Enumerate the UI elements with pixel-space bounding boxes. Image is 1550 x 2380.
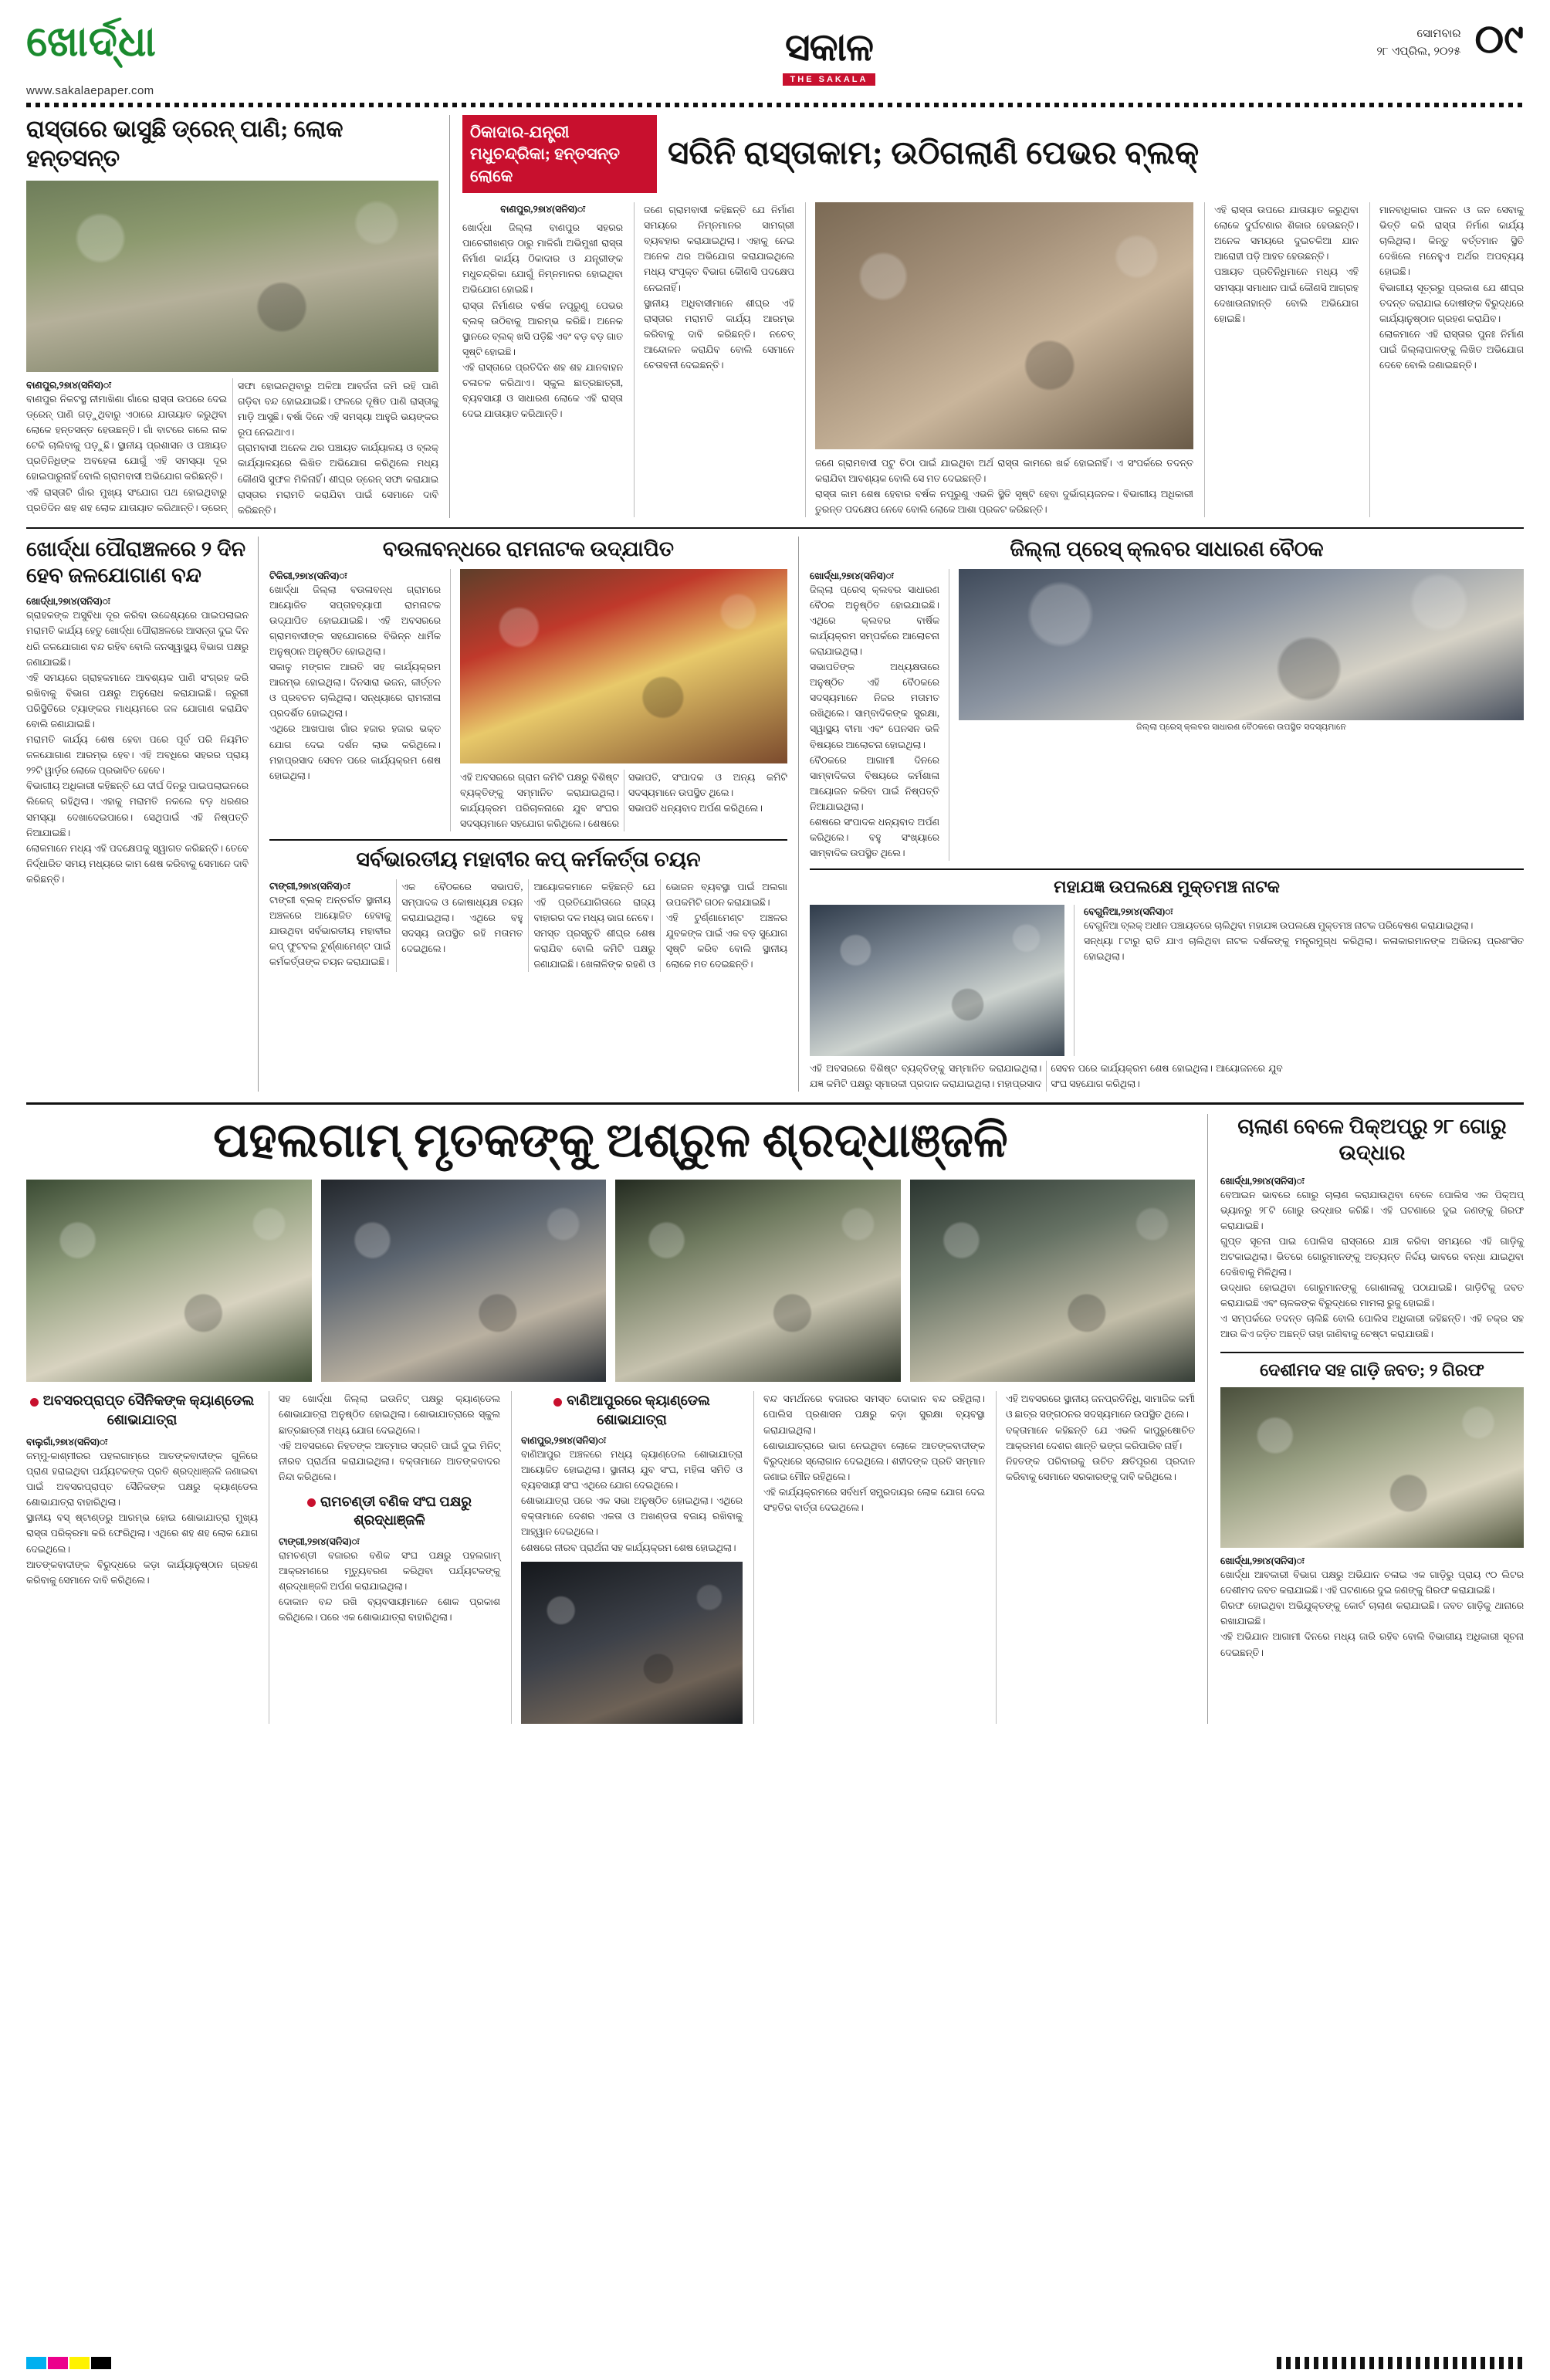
- edition-name: ଖୋର୍ଦ୍ଧା: [26, 19, 157, 65]
- para: ଲୋକମାନେ ଏହି ରାସ୍ତାର ପୁନଃ ନିର୍ମାଣ ପାଇଁ ଜିଲ୍ଲାପାଳଙ୍କୁ ଲିଖିତ ଅଭିଯୋଗ ଦେବେ ବୋଲି ଜଣାଇଛନ୍ତି।: [1379, 328, 1524, 371]
- headline-cattle-rescue: ଚାଲାଣ ବେଳେ ପିକ୍‌ଅପ୍‌ରୁ ୨୮ ଗୋରୁ ଉଦ୍ଧାର: [1237, 1115, 1507, 1164]
- paper-logo: ସକାଳ: [784, 25, 874, 69]
- page-number: ୦୯: [1474, 18, 1524, 62]
- para: ମହାପ୍ରସାଦ ସେବନ ପରେ କାର୍ଯ୍ୟକ୍ରମ ଶେଷ ହୋଇଥିଲା। ଆୟୋଜନରେ ଯୁବ ସଂଘ ସହଯୋଗ କରିଥିଲା।: [997, 1062, 1283, 1089]
- para: ଏହି ରାସ୍ତାରେ ପ୍ରତିଦିନ ଶହ ଶହ ଯାନବାହନ ଚଳାଚଳ କରିଥାଏ। ସ୍କୁଲ ଛାତ୍ରଛାତ୍ରୀ, ବ୍ୟବସାୟୀ ଓ ସାଧାରଣ ଲୋକେ ଏହି ରାସ୍ତା ଦେଇ ଯାତାୟାତ କରିଥାନ୍ତି।: [462, 361, 623, 420]
- byline-cattle-rescue: ଖୋର୍ଦ୍ଧା,୨୭ା୪(ସନିସ)ः: [1220, 1175, 1305, 1187]
- story-ram-natak: [258, 537, 798, 1092]
- para: ସନ୍ଧ୍ୟା ୮ଟାରୁ ରାତି ଯାଏ ଚାଲିଥିବା ନାଟକ ଦର୍ଶକଙ୍କୁ ମନ୍ତ୍ରମୁଗ୍ଧ କରିଥିଲା। କଳାକାରମାନଙ୍କ ଅଭିନୟ ପ୍ରଶଂସିତ ହୋଇଥିଲା।: [1084, 935, 1524, 963]
- masthead: [26, 20, 1524, 100]
- bullet-dot-icon: [30, 1398, 39, 1407]
- kicker-paver-block: ଠିକାଦାର-ଯନ୍ତ୍ରୀ ମଧୁଚନ୍ଦ୍ରିକା; ହନ୍ତସନ୍ତ ଲୋକେ: [462, 115, 657, 193]
- para: ଏହି ଅବସରରେ ସ୍ଥାନୀୟ ଜନପ୍ରତିନିଧି, ସାମାଜିକ କର୍ମୀ ଓ ଛାତ୍ର ସଙ୍ଗଠନର ସଦସ୍ୟମାନେ ଉପସ୍ଥିତ ଥିଲେ।: [1006, 1393, 1195, 1420]
- masthead-divider: [26, 103, 1524, 107]
- story-drain-water-body: [26, 378, 438, 518]
- para: ଏହି ଟୁର୍ଣ୍ଣାମେଣ୍ଟ ଅଞ୍ଚଳର ଯୁବକଙ୍କ ପାଇଁ ଏକ ବଡ଼ ସୁଯୋଗ ସୃଷ୍ଟି କରିବ ବୋଲି ସ୍ଥାନୀୟ ଲୋକେ ମତ ଦେଇଛନ୍ତି।: [665, 912, 787, 970]
- publication-date: [1376, 20, 1460, 61]
- para: ଲୋକମାନେ ମଧ୍ୟ ଏହି ପଦକ୍ଷେପକୁ ସ୍ୱାଗତ କରିଛନ୍ତି। ତେବେ ନିର୍ଦ୍ଧାରିତ ସମୟ ମଧ୍ୟରେ କାମ ଶେଷ କରିବାକୁ ସେମାନେ ଦାବି କରିଛନ୍ତି।: [26, 842, 249, 885]
- headline-mahabir-cup: ସର୍ବଭାରତୀୟ ମହାବୀର କପ୍ କର୍ମକର୍ତ୍ତା ଚୟନ: [356, 847, 701, 871]
- masthead-left: [26, 20, 389, 97]
- website-url[interactable]: www.sakalaepaper.com: [26, 83, 154, 97]
- para: ଶୋଭାଯାତ୍ରା ପରେ ଏକ ସଭା ଅନୁଷ୍ଠିତ ହୋଇଥିଲା। ଏଥିରେ ବକ୍ତାମାନେ ଦେଶର ଏକତା ଓ ଅଖଣ୍ଡତା ବଜାୟ ରଖିବାକୁ ଆହ୍ୱାନ ଦେଇଥିଲେ।: [521, 1495, 743, 1538]
- subhead-baniapur-rally: ବାଣିଆପୁରରେ କ୍ୟାଣ୍ଡେଲ ଶୋଭାଯାତ୍ରା: [521, 1391, 743, 1429]
- masthead-logo-block: [389, 20, 1269, 86]
- headline-pahalgam-tribute: ପହଲଗାମ୍ ମୃତକଙ୍କୁ ଅଶ୍ରୁଳ ଶ୍ରଦ୍ଧାଞ୍ଜଳି: [213, 1115, 1008, 1168]
- para: ମାନବାଧିକାର ପାଳନ ଓ ଜନ ସେବାକୁ ଭିତ୍ତି କରି ରାସ୍ତା ନିର୍ମାଣ କାର୍ଯ୍ୟ ଚାଲିଥିଲା। କିନ୍ତୁ ବର୍ତ୍ତମାନ ସ୍ଥିତି ଦେଖିଲେ ମନେହୁଏ ଅର୍ଥର ଅପବ୍ୟୟ ହୋଇଛି।: [1379, 205, 1524, 278]
- para: ଏହି ସମୟରେ ଗ୍ରାହକମାନେ ଆବଶ୍ୟକ ପାଣି ସଂଗ୍ରହ କରି ରଖିବାକୁ ବିଭାଗ ପକ୍ଷରୁ ଅନୁରୋଧ କରାଯାଇଛି। ଜରୁରୀ ପରିସ୍ଥିତିରେ ଟ୍ୟାଙ୍କର ମାଧ୍ୟମରେ ଜଳ ଯୋଗାଣ କରାଯିବ ବୋଲି ଜଣାଯାଇଛି।: [26, 672, 249, 730]
- para: ସମସ୍ତ ପ୍ରସ୍ତୁତି ଶୀଘ୍ର ଶେଷ କରାଯିବ ବୋଲି କମିଟି ପକ୍ଷରୁ ଜଣାଯାଇଛି। ଖେଳାଳିଙ୍କ ରହଣି ଓ ଭୋଜନ ବ୍ୟବସ୍ଥା ପାଇଁ ଅଲଗା ଉପକମିଟି ଗଠନ କରାଯାଇଛି।: [533, 881, 787, 970]
- para: ନିହତଙ୍କ ପରିବାରକୁ ଉଚିତ କ୍ଷତିପୂରଣ ପ୍ରଦାନ କରିବାକୁ ସେମାନେ ସରକାରଙ୍କୁ ଦାବି କରିଥିଲେ।: [1006, 1455, 1195, 1482]
- para: ବେଗୁନିଆ ବ୍ଲକ୍ ଅଧୀନ ପଞ୍ଚାୟତରେ ଚାଲିଥିବା ମହାଯଜ୍ଞ ଉପଲକ୍ଷେ ମୁକ୍ତମଞ୍ଚ ନାଟକ ପରିବେଷଣ କରାଯାଇଥିଲା।: [1084, 919, 1474, 931]
- protest-banner-photo-2: [321, 1180, 607, 1382]
- para: ଜମ୍ମୁ-କାଶ୍ମୀରର ପହଲଗାମ୍‌ରେ ଆତଙ୍କବାଦୀଙ୍କ ଗୁଳିରେ ପ୍ରାଣ ହରାଇଥିବା ପର୍ଯ୍ୟଟକଙ୍କ ପ୍ରତି ଶ୍ରଦ୍ଧାଞ୍ଜଳି ଜଣାଇବା ପାଇଁ ଅବସରପ୍ରାପ୍ତ ସୈନିକଙ୍କ ପକ୍ଷରୁ କ୍ୟାଣ୍ଡେଲ ଶୋଭାଯାତ୍ରା ବାହାରିଥିଲା।: [26, 1450, 258, 1508]
- para: ମରାମତି କାର୍ଯ୍ୟ ଶେଷ ହେବା ପରେ ପୂର୍ବ ପରି ନିୟମିତ ଜଳଯୋଗାଣ ଆରମ୍ଭ ହେବ। ଏହି ଅବଧିରେ ସହରର ପ୍ରାୟ ୨୨ଟି ୱାର୍ଡ଼ର ଲୋକେ ପ୍ରଭାବିତ ହେବେ।: [26, 734, 249, 777]
- subhead-ex-servicemen-rally: ଅବସରପ୍ରାପ୍ତ ସୈନିକଙ୍କ କ୍ୟାଣ୍ଡେଲ ଶୋଭାଯାତ୍ରା: [26, 1391, 258, 1429]
- para: ଗୁପ୍ତ ସୂଚନା ପାଇ ପୋଲିସ ରାସ୍ତାରେ ଯାଞ୍ଚ କରିବା ସମୟରେ ଏହି ଗାଡ଼ିକୁ ଅଟକାଇଥିଲା। ଭିତରେ ଗୋରୁମାନଙ୍କୁ ଅତ୍ୟନ୍ତ ନିର୍ଦ୍ଦୟ ଭାବରେ ବନ୍ଧା ଯାଇଥିବା ଦେଖିବାକୁ ମିଳିଥିଲା।: [1220, 1235, 1524, 1278]
- para: କାର୍ଯ୍ୟକ୍ରମ ପରିଚାଳନାରେ ଯୁବ ସଂଘର ସଦସ୍ୟମାନେ ସହଯୋଗ କରିଥିଲେ। ଶେଷରେ ସଭାପତି ଧନ୍ୟବାଦ ଅର୍ପଣ କରିଥିଲେ।: [460, 802, 763, 829]
- byline-ex-servicemen: ବାଲୁଗାଁ,୨୭ା୪(ସନିସ)ः: [26, 1436, 107, 1447]
- story-water-supply: [26, 537, 258, 1092]
- para: ରାସ୍ତା ନିର୍ମାଣର ବର୍ଷକ ନପୂରୁଣୁ ପେଭର ବ୍ଲକ୍ ଉଠିବାକୁ ଆରମ୍ଭ କରିଛି। ଅନେକ ସ୍ଥାନରେ ବ୍ଲକ୍ ଖସି ପଡ଼ିଛି ଏବଂ ବଡ଼ ବଡ଼ ଗାତ ସୃଷ୍ଟି ହୋଇଛି।: [462, 300, 623, 357]
- byline-ramachandi: ଟାଙ୍ଗୀ,୨୭ା୪(ସନିସ)ः: [279, 1535, 360, 1547]
- para: ଗ୍ରାହକଙ୍କ ଅସୁବିଧା ଦୂର କରିବା ଉଦ୍ଦେଶ୍ୟରେ ପାଇପଲାଇନ ମରାମତି କାର୍ଯ୍ୟ ହେତୁ ଖୋର୍ଦ୍ଧା ପୌରାଞ୍ଚଳରେ ଆସନ୍ତା ଦୁଇ ଦିନ ଧରି ଜଳଯୋଗାଣ ବନ୍ଦ ରହିବ ବୋଲି ଜନସ୍ୱାସ୍ଥ୍ୟ ବିଭାଗ ପକ୍ଷରୁ ଜଣାଯାଇଛି।: [26, 610, 249, 668]
- headline-water-supply: ଖୋର୍ଦ୍ଧା ପୌରାଞ୍ଚଳରେ ୨ ଦିନ ହେବ ଜଳଯୋଗାଣ ବନ୍ଦ: [26, 537, 246, 587]
- drain-water-road-photo: [26, 181, 438, 372]
- story-cattle-rescue: [1207, 1114, 1524, 1724]
- candle-night-rally-photo: [521, 1562, 743, 1724]
- press-club-meeting-group-photo: [959, 569, 1524, 720]
- para: ରାସ୍ତା କାମ ଶେଷ ହେବାର ବର୍ଷକ ନପୂରୁଣୁ ଏଭଳି ସ୍ଥିତି ସୃଷ୍ଟି ହେବା ଦୁର୍ଭାଗ୍ୟଜନକ। ବିଭାଗୀୟ ଅଧିକାରୀ ତୁରନ୍ତ ପଦକ୍ଷେପ ନେବେ ବୋଲି ଲୋକେ ଆଶା ପ୍ରକଟ କରିଛନ୍ତି।: [815, 489, 1193, 516]
- masthead-right: [1269, 20, 1524, 61]
- para: ଶେଷରେ ନୀରବ ପ୍ରାର୍ଥନା ସହ କାର୍ଯ୍ୟକ୍ରମ ଶେଷ ହୋଇଥିଲା।: [521, 1542, 736, 1553]
- para: ବନ୍ଦ ସମର୍ଥନରେ ବଜାରର ସମସ୍ତ ଦୋକାନ ବନ୍ଦ ରହିଥିଲା। ପୋଲିସ ପ୍ରଶାସନ ପକ୍ଷରୁ କଡ଼ା ସୁରକ୍ଷା ବ୍ୟବସ୍ଥା କରାଯାଇଥିଲା।: [763, 1393, 985, 1436]
- byline-water-supply: ଖୋର୍ଦ୍ଧା,୨୭ା୪(ସନିସ)ः: [26, 596, 110, 608]
- para: ବକ୍ତାମାନେ କହିଛନ୍ତି ଯେ ଏଭଳି କାପୁରୁଷୋଚିତ ଆକ୍ରମଣ ଦେଶର ଶାନ୍ତି ଭଙ୍ଗ କରିପାରିବ ନାହିଁ।: [1006, 1424, 1195, 1451]
- photo-caption: ଜିଲ୍ଲା ପ୍ରେସ୍ କ୍ଲବର ସାଧାରଣ ବୈଠକରେ ଉପସ୍ଥିତ ସଦସ୍ୟମାନେ: [1136, 722, 1346, 732]
- para: ଏଥିରେ ଆଖପାଖ ଗାଁର ହଜାର ହଜାର ଭକ୍ତ ଯୋଗ ଦେଇ ଦର୍ଶନ ଲାଭ କରିଥିଲେ। ମହାପ୍ରସାଦ ସେବନ ପରେ କାର୍ଯ୍ୟକ୍ରମ ଶେଷ ହୋଇଥିଲା।: [269, 723, 441, 781]
- headline-drain-water: ରାସ୍ତାରେ ଭାସୁଛି ଡ୍ରେନ୍ ପାଣି; ଲୋକ ହନ୍ତସନ୍ତ: [26, 117, 344, 171]
- middle-section: [26, 527, 1524, 1092]
- para: ଏହି କାର୍ଯ୍ୟକ୍ରମରେ ସର୍ବଧର୍ମ ସମ୍ପ୍ରଦାୟର ଲୋକ ଯୋଗ ଦେଇ ସଂହତିର ବାର୍ତ୍ତା ଦେଇଥିଲେ।: [763, 1486, 985, 1514]
- para: ଏକ ବୈଠକରେ ସଭାପତି, ସମ୍ପାଦକ ଓ କୋଷାଧ୍ୟକ୍ଷ ଚୟନ କରାଯାଇଥିଲା। ଏଥିରେ ବହୁ ସଦସ୍ୟ ଉପସ୍ଥିତ ରହି ମତାମତ ଦେଇଥିଲେ।: [401, 881, 523, 955]
- story-press-club: [798, 537, 1524, 1092]
- para: ବିଭାଗୀୟ ସୂତ୍ରରୁ ପ୍ରକାଶ ଯେ ଶୀଘ୍ର ତଦନ୍ତ କରାଯାଇ ଦୋଷୀଙ୍କ ବିରୁଦ୍ଧରେ କାର୍ଯ୍ୟାନୁଷ୍ଠାନ ଗ୍ରହଣ କରାଯିବ।: [1379, 282, 1524, 324]
- para: ଏ ସମ୍ପର୍କରେ ତଦନ୍ତ ଚାଲିଛି ବୋଲି ପୋଲିସ ଅଧିକାରୀ କହିଛନ୍ତି। ଏହି ଚକ୍ର ସହ ଆଉ କିଏ ଜଡ଼ିତ ଅଛନ୍ତି ତାହା ଜାଣିବାକୁ ଚେଷ୍ଟା କରାଯାଉଛି।: [1220, 1313, 1524, 1340]
- police-seizure-photo: [1220, 1387, 1524, 1548]
- para: ଖୋର୍ଦ୍ଧା ଜିଲ୍ଲା ବଉଳାବନ୍ଧ ଗ୍ରାମରେ ଆୟୋଜିତ ସପ୍ତାହବ୍ୟାପୀ ରାମନାଟକ ଉଦ୍‌ଯାପିତ ହୋଇଯାଇଛି। ଏହି ଅବସରରେ ଗ୍ରାମବାସୀଙ୍କ ସହଯୋଗରେ ବିଭିନ୍ନ ଧାର୍ମିକ ଅନୁଷ୍ଠାନ ଅନୁଷ୍ଠିତ ହୋଇଥିଲା।: [269, 584, 441, 657]
- weekday: ସୋମବାର: [1416, 27, 1461, 40]
- para: ସ୍ଥାନୀୟ ଅଧିବାସୀମାନେ ଶୀଘ୍ର ଏହି ରାସ୍ତାର ମରାମତି କାର୍ଯ୍ୟ ଆରମ୍ଭ କରିବାକୁ ଦାବି କରିଛନ୍ତି। ନଚେତ୍ ଆନ୍ଦୋଳନ କରାଯିବ ବୋଲି ସେମାନେ ଚେତାବନୀ ଦେଇଛନ୍ତି।: [644, 297, 794, 371]
- para: ଶେଷରେ ସଂପାଦକ ଧନ୍ୟବାଦ ଅର୍ପଣ କରିଥିଲେ। ବହୁ ସଂଖ୍ୟାରେ ସାମ୍ବାଦିକ ଉପସ୍ଥିତ ଥିଲେ।: [810, 817, 939, 859]
- date-text: ୨୮ ଏପ୍ରିଲ, ୨୦୨୫: [1376, 45, 1461, 59]
- para: ଏହି ଅବସରରେ ବିଶିଷ୍ଟ ବ୍ୟକ୍ତିଙ୍କୁ ସମ୍ମାନିତ କରାଯାଇଥିଲା। ଯଜ୍ଞ କମିଟି ପକ୍ଷରୁ ସ୍ମାରକୀ ପ୍ରଦାନ କରାଯାଇଥିଲା।: [810, 1062, 1042, 1089]
- para: ସଭାପତିଙ୍କ ଅଧ୍ୟକ୍ଷତାରେ ଅନୁଷ୍ଠିତ ଏହି ବୈଠକରେ ସଦସ୍ୟମାନେ ନିଜର ମତାମତ ରଖିଥିଲେ। ସାମ୍ବାଦିକଙ୍କ ସୁରକ୍ଷା, ସ୍ୱାସ୍ଥ୍ୟ ବୀମା ଏବଂ ପେନସନ ଭଳି ବିଷୟରେ ଆଲୋଚନା ହୋଇଥିଲା।: [810, 662, 939, 750]
- byline-baniapur: ବାଣପୁର,୨୭ା୪(ସନିସ)ः: [521, 1434, 606, 1446]
- para: ରାମଚଣ୍ଡୀ ବଜାରର ବଣିକ ସଂଘ ପକ୍ଷରୁ ପହଲଗାମ୍ ଆକ୍ରମଣରେ ମୃତ୍ୟୁବରଣ କରିଥିବା ପର୍ଯ୍ୟଟକଙ୍କୁ ଶ୍ରଦ୍ଧାଞ୍ଜଳି ଅର୍ପଣ କରାଯାଇଥିଲା।: [279, 1549, 500, 1592]
- para: ଖୋର୍ଦ୍ଧା ଜିଲ୍ଲା ବାଣପୁର ସହରର ପାଚେରୀଖଣ୍ଡ ଠାରୁ ମାଳିଗାଁ ଅଭିମୁଖୀ ରାସ୍ତା ନିର୍ମାଣ କାର୍ଯ୍ୟ ଠିକାଦାର ଓ ଯନ୍ତ୍ରୀଙ୍କ ମଧୁଚନ୍ଦ୍ରିକା ଯୋଗୁଁ ନିମ୍ନମାନର ହୋଇଥିବା ଅଭିଯୋଗ ହୋଇଛି।: [462, 222, 623, 296]
- para: ଉଦ୍ଧାର ହୋଇଥିବା ଗୋରୁମାନଙ୍କୁ ଗୋଶାଳାକୁ ପଠାଯାଇଛି। ଗାଡ଼ିଟିକୁ ଜବତ କରାଯାଇଛି ଏବଂ ଚାଳକଙ୍କ ବିରୁଦ୍ଧରେ ମାମଲା ରୁଜୁ ହୋଇଛି।: [1220, 1282, 1524, 1309]
- para: ଏହି ରାସ୍ତାଟି ଗାଁର ମୁଖ୍ୟ ସଂଯୋଗ ପଥ ହୋଇଥିବାରୁ ପ୍ରତିଦିନ ଶହ ଶହ ଲୋକ ଯାତାୟାତ କରିଥାନ୍ତି। ଡ୍ରେନ୍ ସଫା ହୋଇନଥିବାରୁ ଅଳିଆ ଆବର୍ଜନା ଜମି ରହି ପାଣି ଗଡ଼ିବା ବନ୍ଦ ହୋଇଯାଇଛି। ଫଳରେ ଦୂଷିତ ପାଣି ରାସ୍ତାକୁ ମାଡ଼ି ଆସୁଛି। ବର୍ଷା ଦିନେ ଏହି ସମସ୍ୟା ଆହୁରି ଭୟଙ୍କର ରୂପ ନେଇଥାଏ।: [26, 381, 438, 513]
- para: ସ୍ଥାନୀୟ ବସ୍ ଷ୍ଟାଣ୍ଡରୁ ଆରମ୍ଭ ହୋଇ ଶୋଭାଯାତ୍ରା ମୁଖ୍ୟ ରାସ୍ତା ପରିକ୍ରମା କରି ଫେରିଥିଲା। ଏଥିରେ ଶହ ଶହ ଲୋକ ଯୋଗ ଦେଇଥିଲେ।: [26, 1512, 258, 1555]
- bullet-dot-icon: [553, 1398, 562, 1407]
- para: ବାଣପୁର ନିକଟସ୍ଥ ନୀମାଖିଣା ଗାଁରେ ରାସ୍ତା ଉପରେ ଦେଇ ଡ୍ରେନ୍ ପାଣି ଗଡ଼ୁଥିବାରୁ ଏଠାରେ ଯାତାୟାତ କରୁଥିବା ଲୋକେ ହନ୍ତସନ୍ତ ହେଉଛନ୍ତି। ଗାଁ ବାଟରେ ଗଲେ ନାକ ଟେକି ଚାଲିବାକୁ ପଡ଼ୁଛି। ସ୍ଥାନୀୟ ପ୍ରଶାସନ ଓ ପଞ୍ଚାୟତ ପ୍ରତିନିଧିଙ୍କ ଅବହେଳା ଯୋଗୁଁ ଏହି ସମସ୍ୟା ଦୂର ହୋଇପାରୁନାହିଁ ବୋଲି ଗ୍ରାମବାସୀ ଅଭିଯୋଗ କରିଛନ୍ତି।: [26, 394, 227, 482]
- ram-natak-idols-photo: [460, 569, 787, 763]
- candle-rally-photo-1: [26, 1180, 312, 1382]
- cmyk-registration-marks: [26, 2357, 111, 2369]
- byline-paver-block: ବାଣପୁର,୨୭ା୪(ସନିସ)ः: [500, 204, 585, 215]
- byline-drain-water: ବାଣପୁର,୨୭ା୪(ସନିସ)ः: [26, 380, 111, 391]
- para: ଜିଲ୍ଲା ପ୍ରେସ୍ କ୍ଲବର ସାଧାରଣ ବୈଠକ ଅନୁଷ୍ଠିତ ହୋଇଯାଇଛି। ଏଥିରେ କ୍ଲବର ବାର୍ଷିକ କାର୍ଯ୍ୟକ୍ରମ ସମ୍ପର୍କରେ ଆଲୋଚନା କରାଯାଇଥିଲା।: [810, 584, 939, 657]
- para: ପଞ୍ଚାୟତ ପ୍ରତିନିଧିମାନେ ମଧ୍ୟ ଏହି ସମସ୍ୟା ସମାଧାନ ପାଇଁ କୌଣସି ଆଗ୍ରହ ଦେଖାଉନାହାନ୍ତି ବୋଲି ଅଭିଯୋଗ ହୋଇଛି।: [1214, 266, 1359, 324]
- broken-paver-block-road-photo: [815, 202, 1193, 449]
- para: ଜଣେ ଗ୍ରାମବାସୀ କହିଛନ୍ତି ଯେ ନିର୍ମାଣ ସମୟରେ ନିମ୍ନମାନର ସାମଗ୍ରୀ ବ୍ୟବହାର କରାଯାଇଥିଲା। ଏହାକୁ ନେଇ ଅନେକ ଥର ଅଭିଯୋଗ କରାଯାଇଥିଲେ ମଧ୍ୟ ସଂପୃକ୍ତ ବିଭାଗ କୌଣସି ପଦକ୍ଷେପ ନେଇନାହିଁ।: [644, 205, 794, 293]
- para: ଏହି ଅବସରରେ ନିହତଙ୍କ ଆତ୍ମାର ସଦ୍‌ଗତି ପାଇଁ ଦୁଇ ମିନିଟ୍ ନୀରବ ପ୍ରାର୍ଥନା କରାଯାଇଥିଲା। ବକ୍ତାମାନେ ଆତଙ୍କବାଦର ନିନ୍ଦା କରିଥିଲେ।: [279, 1440, 500, 1482]
- headline-paver-block: ସରିନି ରାସ୍ତାକାମ; ଉଠିଗଲାଣି ପେଭର ବ୍ଲକ୍: [668, 136, 1200, 172]
- para: ବିଭାଗୀୟ ଅଧିକାରୀ କହିଛନ୍ତି ଯେ ଦୀର୍ଘ ଦିନରୁ ପାଇପଲାଇନରେ ଲିକେଜ୍ ରହିଥିଲା। ଏହାକୁ ମରାମତି ନକଲେ ବଡ଼ ଧରଣର ସମସ୍ୟା ଦେଖାଦେଇପାରେ। ସେଥିପାଇଁ ଏହି ନିଷ୍ପତ୍ତି ନିଆଯାଇଛି।: [26, 780, 249, 838]
- subhead-ramachandi-traders: ରାମଚଣ୍ଡୀ ବଣିକ ସଂଘ ପକ୍ଷରୁ ଶ୍ରଦ୍ଧାଞ୍ଜଳି: [279, 1492, 500, 1530]
- bullet-dot-icon: [307, 1498, 316, 1507]
- headline-liquor-seizure: ଦେଶୀମଦ ସହ ଗାଡ଼ି ଜବତ; ୨ ଗିରଫ: [1260, 1359, 1484, 1380]
- candle-march-photo-4: [910, 1180, 1196, 1382]
- story-mahabir-cup-body: [269, 879, 787, 973]
- para: ବୈଠକରେ ଆଗାମୀ ଦିନରେ ସାମ୍ବାଦିକତା ବିଷୟରେ କର୍ମଶାଳା ଆୟୋଜନ କରିବା ପାଇଁ ନିଷ୍ପତ୍ତି ନିଆଯାଇଥିଲା।: [810, 754, 939, 812]
- para: ଦୋକାନ ବନ୍ଦ ରଖି ବ୍ୟବସାୟୀମାନେ ଶୋକ ପ୍ରକାଶ କରିଥିଲେ। ପରେ ଏକ ଶୋଭାଯାତ୍ରା ବାହାରିଥିଲା।: [279, 1596, 500, 1623]
- byline-mahajagya-natak: ବେଗୁନିଆ,୨୭ା୪(ସନିସ)ः: [1084, 906, 1173, 917]
- para: ଖୋର୍ଦ୍ଧା ଆବକାରୀ ବିଭାଗ ପକ୍ଷରୁ ଅଭିଯାନ ଚଳାଇ ଏକ ଗାଡ଼ିରୁ ପ୍ରାୟ ୯୦ ଲିଟର ଦେଶୀମଦ ଜବତ କରାଯାଇଛି। ଏହି ଘଟଣାରେ ଦୁଇ ଜଣଙ୍କୁ ଗିରଫ କରାଯାଇଛି।: [1220, 1569, 1524, 1596]
- top-section: [26, 115, 1524, 518]
- para: ଏହି ଅଭିଯାନ ଆଗାମୀ ଦିନରେ ମଧ୍ୟ ଜାରି ରହିବ ବୋଲି ବିଭାଗୀୟ ଅଧିକାରୀ ସୂଚନା ଦେଇଛନ୍ତି।: [1220, 1631, 1524, 1658]
- para: ଏହି ରାସ୍ତା ଉପରେ ଯାତାୟାତ କରୁଥିବା ଲୋକେ ଦୁର୍ଘଟଣାର ଶିକାର ହେଉଛନ୍ତି। ଅନେକ ସମୟରେ ଦୁଇଚକିଆ ଯାନ ଆରୋହୀ ପଡ଼ି ଆହତ ହେଉଛନ୍ତି।: [1214, 205, 1359, 262]
- para: ଆୟୋଜକମାନେ କହିଛନ୍ତି ଯେ ଏହି ପ୍ରତିଯୋଗିତାରେ ରାଜ୍ୟ ବାହାରର ଦଳ ମଧ୍ୟ ଭାଗ ନେବେ।: [533, 881, 655, 923]
- headline-ram-natak: ବଉଳାବନ୍ଧରେ ରାମନାଟକ ଉଦ୍‌ଯାପିତ: [382, 537, 675, 560]
- para: ଗ୍ରାମବାସୀ ଅନେକ ଥର ପଞ୍ଚାୟତ କାର୍ଯ୍ୟାଳୟ ଓ ବ୍ଲକ୍ କାର୍ଯ୍ୟାଳୟରେ ଲିଖିତ ଅଭିଯୋଗ କରିଥିଲେ ମଧ୍ୟ କୌଣସି ସୁଫଳ ମିଳିନାହିଁ। ଶୀଘ୍ର ଡ୍ରେନ୍ ସଫା କରାଯାଇ ରାସ୍ତାର ମରାମତି କରାଯିବା ପାଇଁ ସେମାନେ ଦାବି କରିଛନ୍ତି।: [238, 442, 438, 516]
- story-paver-block: [449, 115, 1524, 518]
- para: ବେଆଇନ ଭାବରେ ଗୋରୁ ଚାଲାଣ କରାଯାଉଥିବା ବେଳେ ପୋଲିସ ଏକ ପିକ୍‌ଅପ୍ ଭ୍ୟାନରୁ ୨୮ଟି ଗୋରୁ ଉଦ୍ଧାର କରିଛି। ଏହି ଘଟଣାରେ ଦୁଇ ଜଣଙ୍କୁ ଗିରଫ କରାଯାଇଛି।: [1220, 1189, 1524, 1231]
- para: ଏହି ଅବସରରେ ଗ୍ରାମ କମିଟି ପକ୍ଷରୁ ବିଶିଷ୍ଟ ବ୍ୟକ୍ତିଙ୍କୁ ସମ୍ମାନିତ କରାଯାଇଥିଲା। ସଭାପତି, ସଂପାଦକ ଓ ଅନ୍ୟ କମିଟି ସଦସ୍ୟମାନେ ଉପସ୍ଥିତ ଥିଲେ।: [460, 771, 787, 798]
- para: ସକାଳୁ ମଙ୍ଗଳ ଆରତି ସହ କାର୍ଯ୍ୟକ୍ରମ ଆରମ୍ଭ ହୋଇଥିଲା। ଦିନସାରା ଭଜନ, କୀର୍ତ୍ତନ ଓ ପ୍ରବଚନ ଚାଲିଥିଲା। ସନ୍ଧ୍ୟାରେ ରାମଲୀଳା ପ୍ରଦର୍ଶିତ ହୋଇଥିଲା।: [269, 662, 441, 719]
- para: ସହ ଖୋର୍ଦ୍ଧା ଜିଲ୍ଲା ଇଉନିଟ୍ ପକ୍ଷରୁ କ୍ୟାଣ୍ଡେଲ ଶୋଭାଯାତ୍ରା ଅନୁଷ୍ଠିତ ହୋଇଥିଲା। ଶୋଭାଯାତ୍ରାରେ ସ୍କୁଲ ଛାତ୍ରଛାତ୍ରୀ ମଧ୍ୟ ଯୋଗ ଦେଇଥିଲେ।: [279, 1393, 500, 1436]
- bottom-section: [26, 1102, 1524, 1724]
- byline-ram-natak: ଟିକିରୀ,୨୭ା୪(ସନିସ)ः: [269, 570, 347, 581]
- para: ଟାଙ୍ଗୀ ବ୍ଲକ୍ ଅନ୍ତର୍ଗତ ସ୍ଥାନୀୟ ଅଞ୍ଚଳରେ ଆୟୋଜିତ ହେବାକୁ ଯାଉଥିବା ସର୍ବଭାରତୀୟ ମହାବୀର କପ୍ ଫୁଟବଲ ଟୁର୍ଣ୍ଣାମେଣ୍ଟ ପାଇଁ କର୍ମକର୍ତ୍ତାଙ୍କ ଚୟନ କରାଯାଇଛି।: [269, 894, 391, 968]
- para: ଆତଙ୍କବାଦୀଙ୍କ ବିରୁଦ୍ଧରେ କଡ଼ା କାର୍ଯ୍ୟାନୁଷ୍ଠାନ ଗ୍ରହଣ କରିବାକୁ ସେମାନେ ଦାବି କରିଥିଲେ।: [26, 1559, 258, 1586]
- stage-felicitation-photo: [810, 905, 1064, 1056]
- para: ବାଣିଆପୁର ଅଞ୍ଚଳରେ ମଧ୍ୟ କ୍ୟାଣ୍ଡେଲ ଶୋଭାଯାତ୍ରା ଆୟୋଜିତ ହୋଇଥିଲା। ସ୍ଥାନୀୟ ଯୁବ ସଂଘ, ମହିଳା ସମିତି ଓ ବ୍ୟବସାୟୀ ସଂଘ ଏଥିରେ ଯୋଗ ଦେଇଥିଲେ।: [521, 1448, 743, 1491]
- byline-liquor-seizure: ଖୋର୍ଦ୍ଧା,୨୭ା୪(ସନିସ)ः: [1220, 1556, 1305, 1567]
- byline-press-club: ଖୋର୍ଦ୍ଧା,୨୭ା୪(ସନିସ)ः: [810, 570, 894, 581]
- headline-press-club: ଜିଲ୍ଲା ପ୍ରେସ୍ କ୍ଲବର ସାଧାରଣ ବୈଠକ: [1010, 537, 1324, 560]
- flag-march-photo-3: [615, 1180, 901, 1382]
- story-pahalgam-tribute: [26, 1114, 1207, 1724]
- para: ଗିରଫ ହୋଇଥିବା ଅଭିଯୁକ୍ତଙ୍କୁ କୋର୍ଟ ଚାଲାଣ କରାଯାଇଛି। ଜବତ ଗାଡ଼ିକୁ ଥାନାରେ ରଖାଯାଇଛି।: [1220, 1600, 1524, 1627]
- para: ଜଣେ ଗ୍ରାମବାସୀ ପଟୁ ଚିଠା ପାଇଁ ଯାଇଥିବା ଅର୍ଥ ରାସ୍ତା କାମରେ ଖର୍ଚ୍ଚ ହୋଇନାହିଁ। ଏ ସଂପର୍କରେ ତଦନ୍ତ କରାଯିବା ଆବଶ୍ୟକ ବୋଲି ସେ ମତ ଦେଇଛନ୍ତି।: [815, 458, 1193, 485]
- print-registration-bar: [1277, 2357, 1524, 2369]
- story-drain-water: [26, 115, 449, 518]
- headline-mahajagya-natak: ମହାଯଜ୍ଞ ଉପଲକ୍ଷେ ମୁକ୍ତମଞ୍ଚ ନାଟକ: [1054, 877, 1280, 897]
- para: ଶୋଭାଯାତ୍ରାରେ ଭାଗ ନେଇଥିବା ଲୋକେ ଆତଙ୍କବାଦୀଙ୍କ ବିରୁଦ୍ଧରେ ସ୍ଲୋଗାନ ଦେଇଥିଲେ। ଶହୀଦଙ୍କ ପ୍ରତି ସମ୍ମାନ ଜଣାଇ ମୌନ ରହିଥିଲେ।: [763, 1440, 985, 1482]
- paper-logo-subtitle: THE SAKALA: [783, 73, 876, 86]
- byline-mahabir-cup: ଟାଙ୍ଗୀ,୨୭ା୪(ସନିସ)ः: [269, 880, 350, 892]
